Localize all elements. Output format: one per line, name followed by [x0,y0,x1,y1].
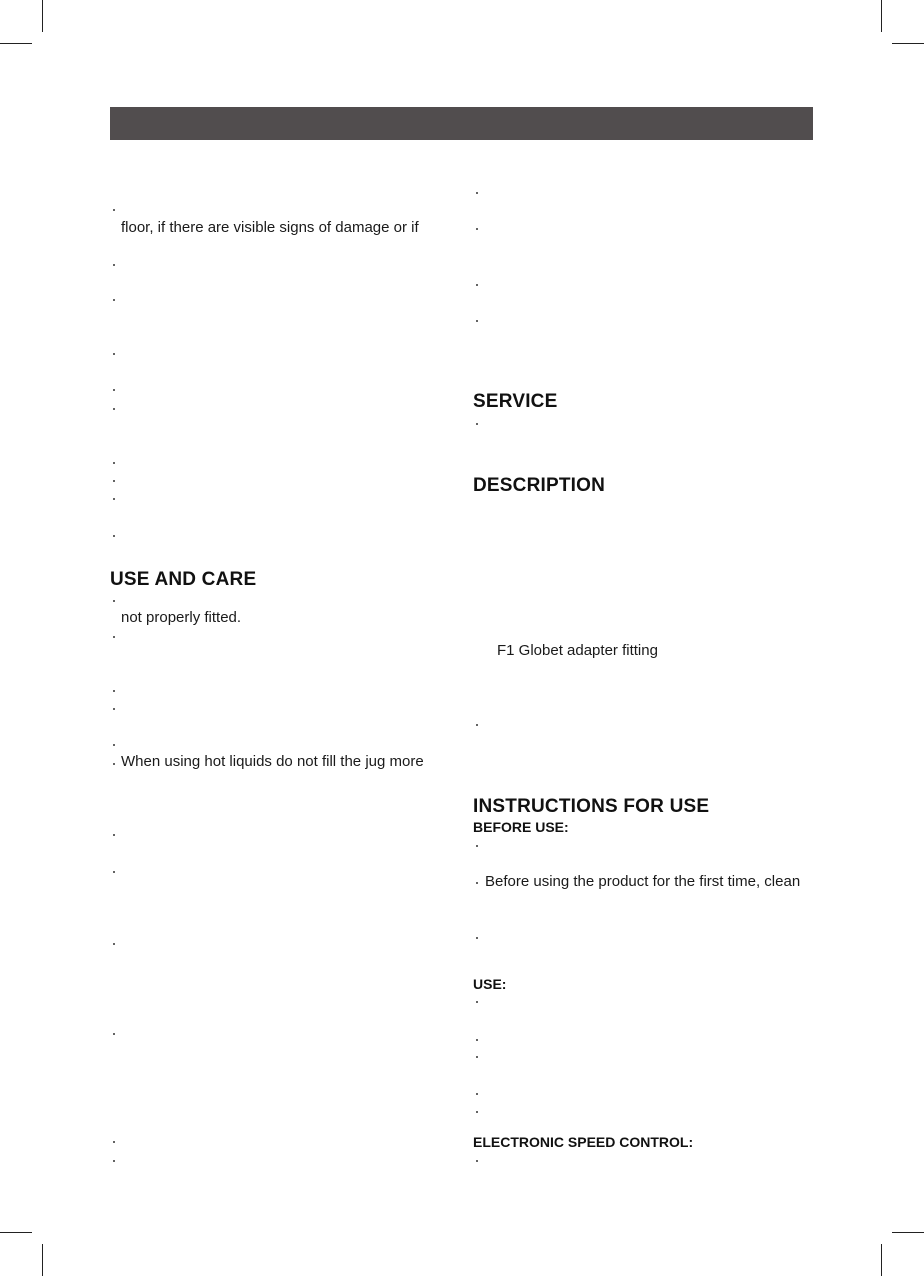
text-line-hot-liquids: When using hot liquids do not fill the jug more [121,753,424,770]
crop-mark [0,1232,32,1233]
text-line-fitted: not properly fitted. [121,609,242,626]
bullet [476,192,478,194]
bullet [476,845,478,847]
bullet [113,834,115,836]
bullet [113,209,115,211]
instructions-heading: INSTRUCTIONS FOR USE [473,796,710,817]
bullet [476,1056,478,1058]
bullet [476,423,478,425]
use-heading: USE: [473,976,507,992]
bullet [113,744,115,746]
bullet [113,1141,115,1143]
bullet [113,636,115,638]
bullet [476,320,478,322]
bullet [476,937,478,939]
bullet [113,498,115,500]
bullet [113,600,115,602]
text-line-damage: floor, if there are visible signs of damage or if [121,219,419,236]
bullet [113,690,115,692]
bullet [476,1093,478,1095]
bullet [113,535,115,537]
bullet [113,299,115,301]
crop-mark [42,1244,43,1276]
speed-control-heading: ELECTRONIC SPEED CONTROL: [473,1134,694,1150]
crop-mark [892,43,924,44]
crop-mark [881,0,882,32]
bullet [476,1001,478,1003]
crop-mark [0,43,32,44]
bullet [113,1033,115,1035]
bullet [113,408,115,410]
bullet [476,882,478,884]
bullet [476,1111,478,1113]
bullet [476,1039,478,1041]
crop-mark [42,0,43,32]
bullet [113,763,115,765]
description-heading: DESCRIPTION [473,475,606,496]
use-and-care-heading: USE AND CARE [110,569,257,590]
part-f1-label: F1 Globet adapter fitting [497,642,658,659]
service-heading: SERVICE [473,391,558,412]
bullet [113,871,115,873]
crop-mark [881,1244,882,1276]
header-bar [110,107,813,140]
bullet [113,943,115,945]
crop-mark [892,1232,924,1233]
bullet [113,264,115,266]
bullet [476,1160,478,1162]
bullet [113,480,115,482]
bullet [113,462,115,464]
bullet [113,353,115,355]
bullet [476,284,478,286]
bullet [113,1160,115,1162]
bullet [113,708,115,710]
text-line-first-time: Before using the product for the first time, clean [485,873,801,890]
bullet [476,724,478,726]
bullet [113,389,115,391]
before-use-heading: BEFORE USE: [473,819,569,835]
bullet [476,228,478,230]
